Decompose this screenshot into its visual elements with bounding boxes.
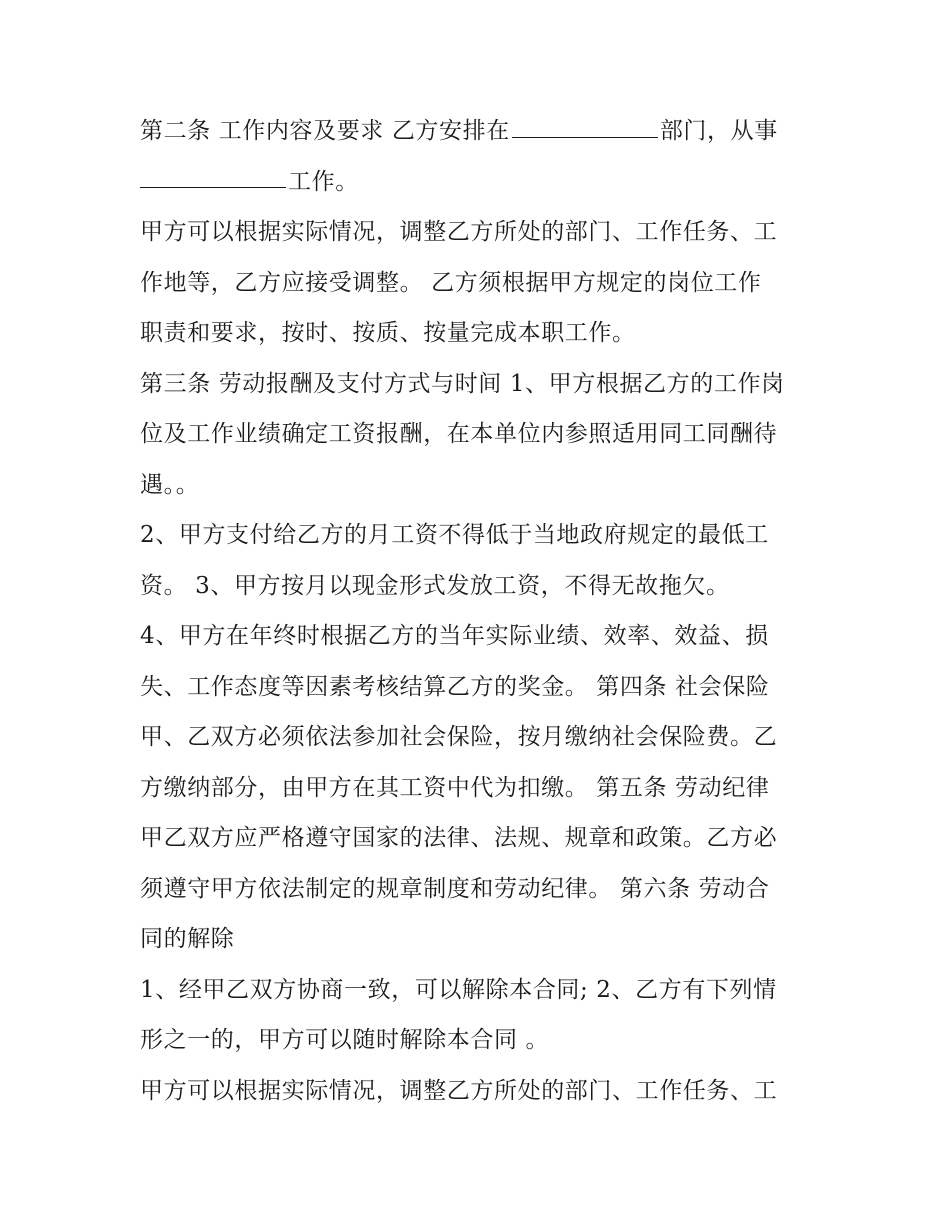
text-line: 甲方可以根据实际情况，调整乙方所处的部门、工作任务、工 bbox=[140, 219, 778, 245]
text-line: 形之一的，甲方可以随时解除本合同 。 bbox=[140, 1027, 550, 1053]
paragraph-adjustment-repeat bbox=[140, 1066, 820, 1117]
text-line: 资。 3、甲方按月以现金形式发放工资，不得无故拖欠。 bbox=[140, 572, 730, 599]
text-line: 1、经甲乙双方协商一致，可以解除本合同; 2、乙方有下列情 bbox=[140, 976, 777, 1003]
paragraph-wage bbox=[140, 510, 820, 611]
text-line: 同的解除 bbox=[140, 926, 235, 952]
paragraph-article-2 bbox=[140, 106, 820, 207]
text-line: 遇。。 bbox=[140, 471, 200, 498]
text-line: 位及工作业绩确定工资报酬，在本单位内参照适用同工同酬待 bbox=[140, 421, 778, 447]
text-line: 失、工作态度等因素考核结算乙方的奖金。 第四条 社会保险 bbox=[140, 673, 770, 700]
blank-job-field bbox=[140, 186, 286, 188]
paragraph-bonus-insurance-discipline bbox=[140, 611, 820, 965]
paragraph-termination bbox=[140, 965, 820, 1066]
text-segment: 工作。 bbox=[288, 168, 359, 195]
text-line: 甲方可以根据实际情况，调整乙方所处的部门、工作任务、工 bbox=[140, 1077, 778, 1104]
text-line bbox=[140, 106, 820, 157]
text-line bbox=[140, 157, 820, 208]
text-line: 作地等，乙方应接受调整。 乙方须根据甲方规定的岗位工作 bbox=[140, 269, 762, 296]
paragraph-adjustment bbox=[140, 207, 820, 359]
document-body bbox=[140, 106, 820, 1116]
text-line: 须遵守甲方依法制定的规章制度和劳动纪律。 第六条 劳动合 bbox=[140, 875, 770, 902]
paragraph-article-3 bbox=[140, 359, 820, 511]
text-line: 方缴纳部分，由甲方在其工资中代为扣缴。 第五条 劳动纪律 bbox=[140, 774, 770, 801]
text-segment: 第二条 工作内容及要求 乙方安排在 bbox=[140, 118, 510, 144]
text-line: 甲、乙双方必须依法参加社会保险，按月缴纳社会保险费。乙 bbox=[140, 724, 778, 750]
blank-department-field bbox=[512, 136, 658, 138]
text-line: 职责和要求，按时、按质、按量完成本职工作。 bbox=[140, 320, 636, 346]
text-line: 4、甲方在年终时根据乙方的当年实际业绩、效率、效益、损 bbox=[140, 623, 769, 649]
text-line: 2、甲方支付给乙方的月工资不得低于当地政府规定的最低工 bbox=[140, 522, 769, 548]
text-line: 甲乙双方应严格遵守国家的法律、法规、规章和政策。乙方必 bbox=[140, 825, 778, 851]
text-line: 第三条 劳动报酬及支付方式与时间 1、甲方根据乙方的工作岗 bbox=[140, 370, 785, 397]
text-segment: 部门，从事 bbox=[659, 118, 778, 144]
